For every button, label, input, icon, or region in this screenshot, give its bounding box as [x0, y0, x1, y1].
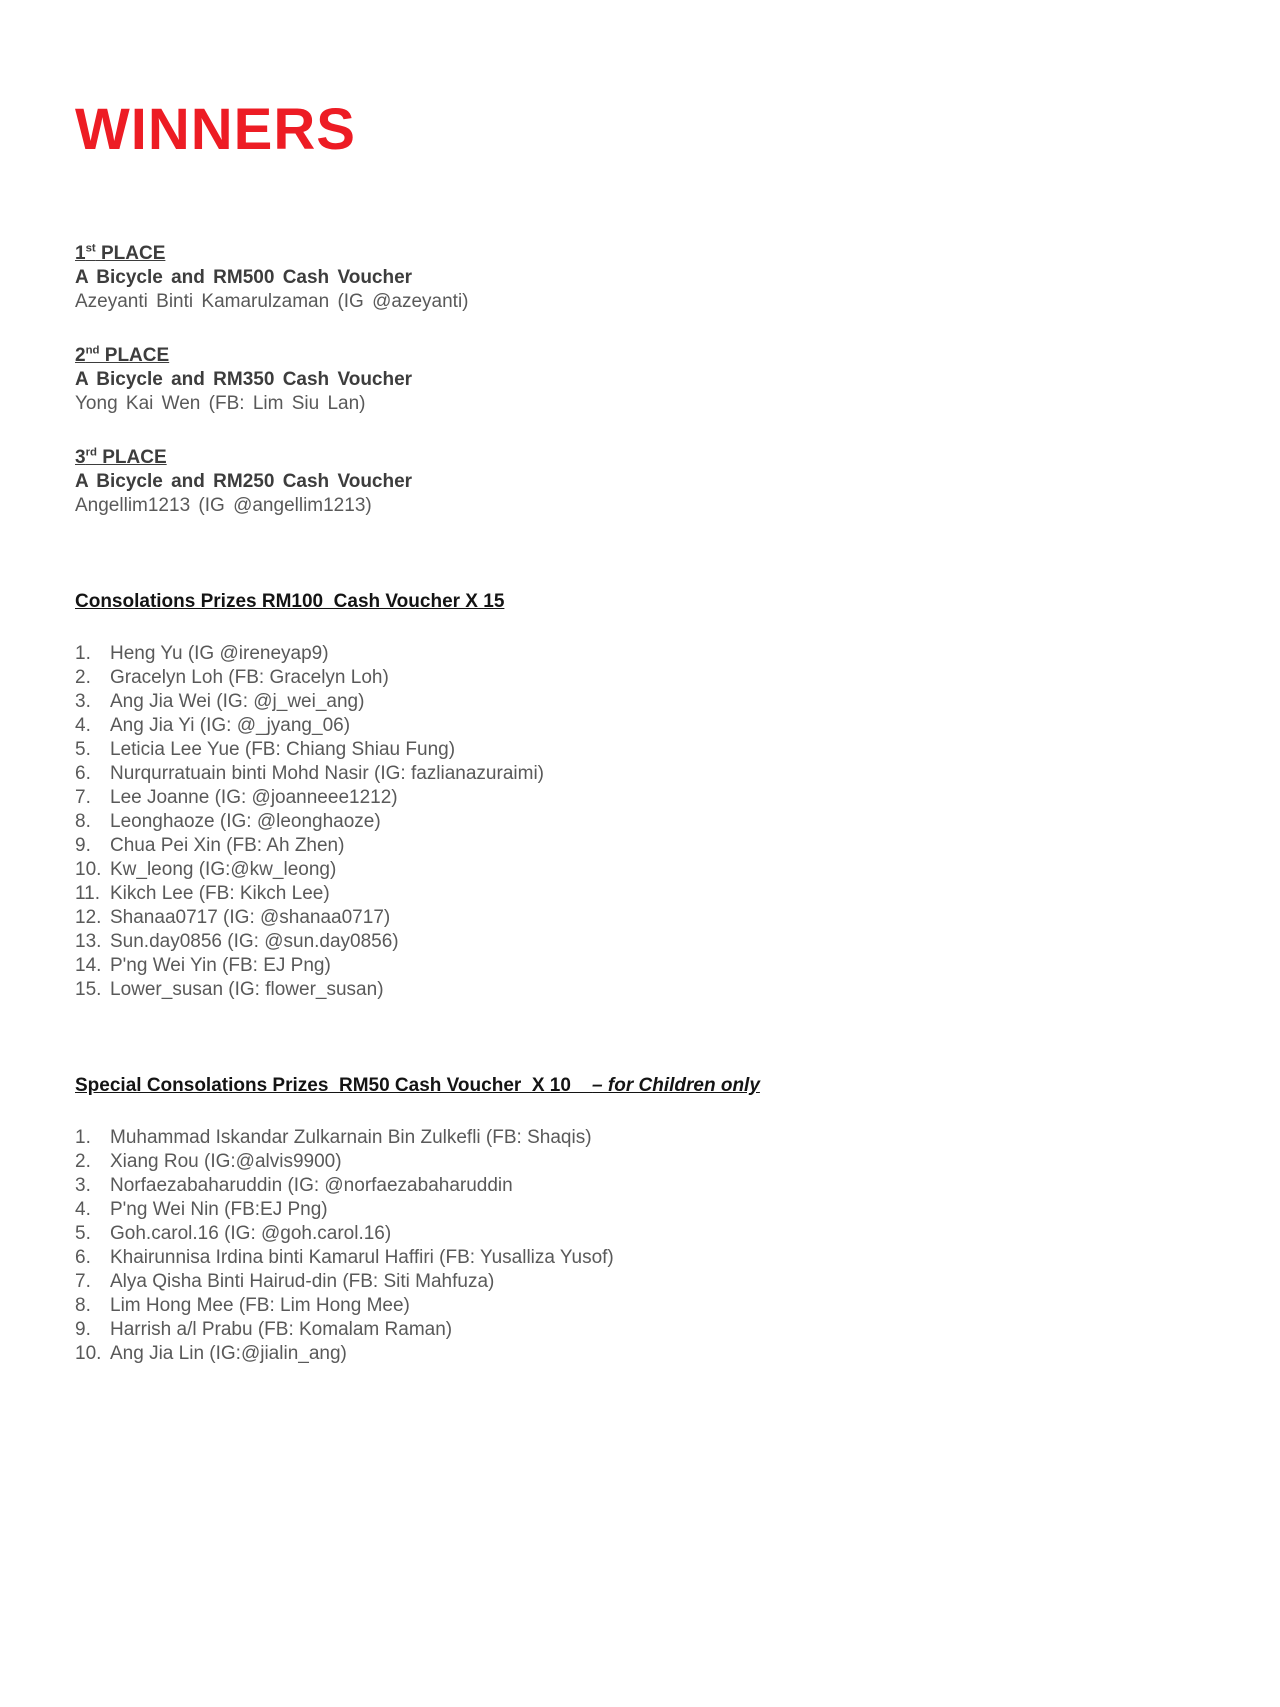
place-ordinal: rd [85, 446, 97, 459]
heading-main: Special Consolations Prizes RM50 Cash Voucher X 10 [75, 1075, 593, 1096]
list-item: Goh.carol.16 (IG: @goh.carol.16) [110, 1223, 392, 1244]
first-place-winner: Azeyanti Binti Kamarulzaman (IG @azeyanti) [75, 291, 469, 312]
first-place-block [75, 242, 1200, 314]
third-place-prize: A Bicycle and RM250 Cash Voucher [75, 471, 413, 492]
second-place-block [75, 344, 1200, 416]
list-item: P'ng Wei Yin (FB: EJ Png) [110, 955, 331, 976]
place-label: PLACE [96, 447, 167, 468]
second-place-heading [75, 344, 1200, 368]
first-place-heading [75, 242, 1200, 266]
first-place-prize: A Bicycle and RM500 Cash Voucher [75, 267, 413, 288]
list-item: Alya Qisha Binti Hairud-din (FB: Siti Mahfuza) [110, 1271, 495, 1292]
place-rank: 1 [75, 243, 86, 264]
list-item: Gracelyn Loh (FB: Gracelyn Loh) [110, 667, 389, 688]
special-consolation-section [75, 1074, 1200, 1366]
third-place-block [75, 446, 1200, 518]
list-item: Shanaa0717 (IG: @shanaa0717) [110, 907, 391, 928]
list-item: Ang Jia Lin (IG:@jialin_ang) [110, 1343, 347, 1364]
second-place-prize: A Bicycle and RM350 Cash Voucher [75, 369, 413, 390]
second-place-winner: Yong Kai Wen (FB: Lim Siu Lan) [75, 393, 366, 414]
list-item: Xiang Rou (IG:@alvis9900) [110, 1151, 342, 1172]
place-rank: 3 [75, 447, 86, 468]
list-item: Harrish a/l Prabu (FB: Komalam Raman) [110, 1319, 453, 1340]
list-item: Nurqurratuain binti Mohd Nasir (IG: fazlianazuraimi) [110, 763, 544, 784]
list-item: Lower_susan (IG: flower_susan) [110, 979, 384, 1000]
list-item: Lee Joanne (IG: @joanneee1212) [110, 787, 398, 808]
list-item: Norfaezabaharuddin (IG: @norfaezabaharuddin [110, 1175, 513, 1196]
place-label: PLACE [99, 345, 170, 366]
list-item: Kw_leong (IG:@kw_leong) [110, 859, 337, 880]
third-place-winner: Angellim1213 (IG @angellim1213) [75, 495, 372, 516]
list-item: Ang Jia Wei (IG: @j_wei_ang) [110, 691, 365, 712]
place-ordinal: nd [85, 344, 100, 357]
special-winner-list [75, 1126, 1200, 1366]
place-rank: 2 [75, 345, 86, 366]
list-item: Leticia Lee Yue (FB: Chiang Shiau Fung) [110, 739, 456, 760]
consolation-winner-list [75, 642, 1200, 1002]
place-label: PLACE [95, 243, 166, 264]
list-item: Kikch Lee (FB: Kikch Lee) [110, 883, 330, 904]
list-item: Leonghaoze (IG: @leonghaoze) [110, 811, 381, 832]
heading-suffix: – for Children only [592, 1075, 760, 1096]
list-item: Sun.day0856 (IG: @sun.day0856) [110, 931, 399, 952]
list-item: Lim Hong Mee (FB: Lim Hong Mee) [110, 1295, 410, 1316]
consolation-section [75, 590, 1200, 1002]
list-item: Muhammad Iskandar Zulkarnain Bin Zulkefli (FB: Shaqis) [110, 1127, 592, 1148]
list-item: Ang Jia Yi (IG: @_jyang_06) [110, 715, 351, 736]
list-item: Khairunnisa Irdina binti Kamarul Haffiri (FB: Yusalliza Yusof) [110, 1247, 614, 1268]
list-item: Heng Yu (IG @ireneyap9) [110, 643, 329, 664]
third-place-heading [75, 446, 1200, 470]
special-consolation-heading [75, 1074, 1200, 1098]
list-item: Chua Pei Xin (FB: Ah Zhen) [110, 835, 345, 856]
page-title: WINNERS [75, 97, 356, 162]
place-ordinal: st [85, 242, 96, 255]
list-item: P'ng Wei Nin (FB:EJ Png) [110, 1199, 328, 1220]
consolation-heading: Consolations Prizes RM100 Cash Voucher X 15 [75, 591, 505, 612]
